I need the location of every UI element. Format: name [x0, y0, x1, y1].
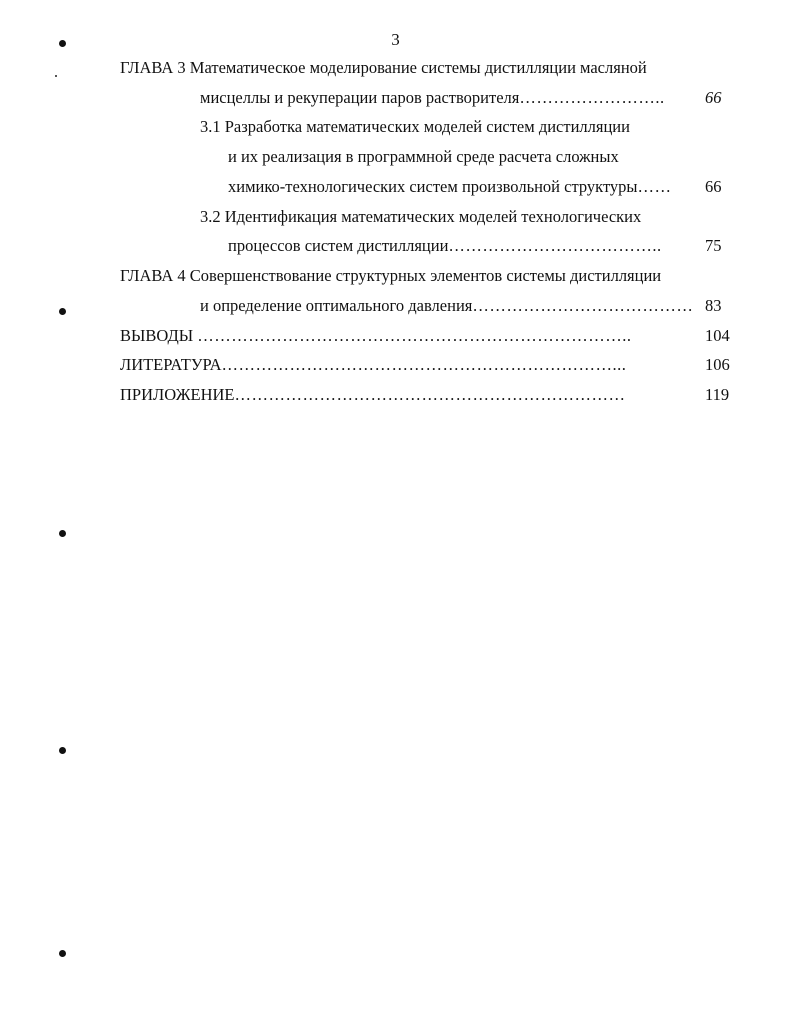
toc-section-3-2-entry[interactable]	[228, 236, 662, 256]
toc-leader-dots: …………………………………	[472, 296, 694, 315]
toc-conclusions-entry[interactable]	[120, 326, 632, 346]
toc-leader-dots: ……	[637, 177, 672, 196]
toc-chapter-3-title	[120, 58, 647, 78]
toc-conclusions-title: ВЫВОДЫ	[120, 326, 194, 345]
toc-appendix-entry[interactable]	[120, 385, 625, 405]
toc-section-3-1-line2: и их реализация в программной среде расчета сложных	[228, 147, 619, 166]
toc-section-3-1-line1: 3.1 Разработка математических моделей систем дистилляции	[200, 117, 630, 136]
toc-chapter-4-line1: ГЛАВА 4 Совершенствование структурных элементов системы дистилляции	[120, 266, 662, 285]
toc-chapter-3-title-line2: мисцеллы и рекуперации паров растворителя	[200, 88, 520, 107]
page-number: 3	[391, 30, 400, 49]
toc-leader-dots: ……………………..	[519, 88, 665, 107]
binder-hole-3	[59, 530, 66, 537]
toc-leader-dots: ……………………………………………………………	[234, 385, 626, 404]
toc-section-3-1-entry[interactable]	[228, 177, 672, 197]
toc-leader-dots: ………………………………..	[448, 236, 662, 255]
binder-hole-1	[59, 40, 66, 47]
toc-section-3-1-line3: химико-технологических систем произвольной структуры	[228, 177, 638, 196]
toc-chapter-4-line2: и определение оптимального давления	[200, 296, 473, 315]
toc-literature-title: ЛИТЕРАТУРА	[120, 355, 222, 374]
toc-leader-dots: ……………………………………………………………...	[221, 355, 627, 374]
toc-leader-dots: …………………………………………………………………..	[197, 326, 632, 345]
toc-chapter-4-entry[interactable]	[200, 296, 693, 316]
toc-conclusions-page: 104	[705, 326, 730, 345]
toc-appendix-page: 119	[705, 385, 730, 404]
binder-hole-4	[59, 747, 66, 754]
scan-speck	[55, 75, 57, 77]
binder-hole-5	[59, 950, 66, 957]
toc-section-3-2-line2: процессов систем дистилляции	[228, 236, 449, 255]
binder-hole-2	[59, 308, 66, 315]
toc-section-3-2-page: 75	[705, 236, 722, 255]
toc-appendix-title: ПРИЛОЖЕНИЕ	[120, 385, 235, 404]
toc-section-3-1-page: 66	[705, 177, 722, 196]
toc-chapter-3-entry[interactable]	[200, 88, 665, 108]
toc-chapter-3-title-line1: ГЛАВА 3 Математическое моделирование системы дистилляции масляной	[120, 58, 647, 77]
toc-section-3-2-line1: 3.2 Идентификация математических моделей технологических	[200, 207, 642, 226]
toc-chapter-3-page: 66	[705, 88, 722, 107]
toc-literature-entry[interactable]	[120, 355, 626, 375]
toc-literature-page: 106	[705, 355, 730, 374]
toc-chapter-4-page: 83	[705, 296, 722, 315]
